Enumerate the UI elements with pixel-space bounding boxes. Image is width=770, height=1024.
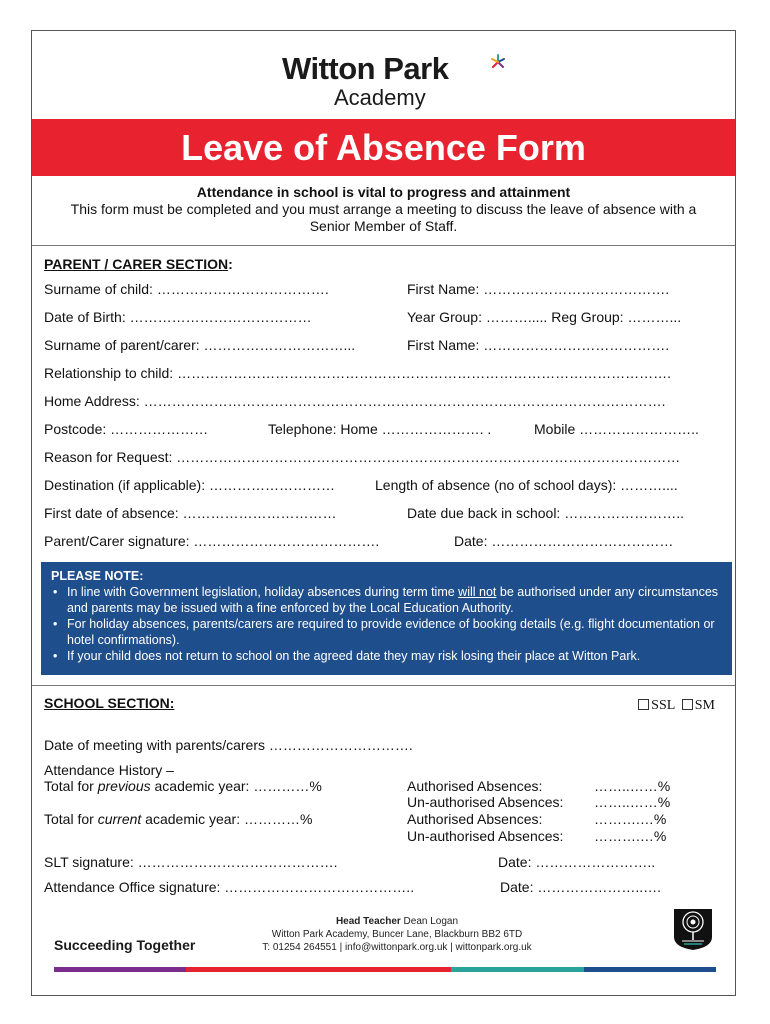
surname-child-field[interactable]: Surname of child: ………………………………. [44,281,329,297]
dob-field[interactable]: Date of Birth: ………………………………… [44,309,312,325]
note-item-legislation: • In line with Government legislation, holiday absences during term time will not be authorised under any circumstances and parents may be issued with a fine enforced by the Local Education Authority. [51,584,724,616]
parent-date-field[interactable]: Date: ………………………………… [454,533,674,549]
reason-field[interactable]: Reason for Request: ……………………………………………………………………………………………… [44,449,681,465]
divider [32,685,735,686]
contact-line: T: 01254 264551 | info@wittonpark.org.uk | wittonpark.org.uk [262,942,532,953]
address-line: Witton Park Academy, Buncer Lane, Blackburn BB2 6TD [271,929,523,940]
meeting-date-field[interactable]: Date of meeting with parents/carers …………………………. [44,737,413,753]
footer-slogan: Succeeding Together [54,937,196,953]
head-teacher-line: Head Teacher Dean Logan [335,916,459,927]
divider [32,245,735,246]
total-previous-field[interactable]: Total for previous academic year: …………% [44,778,322,794]
unauthorised-label-prev: Un-authorised Absences: [407,794,564,810]
sm-label: SM [694,698,715,713]
first-date-field[interactable]: First date of absence: …………………………… [44,505,337,521]
authorised-value-curr[interactable]: ……….…% [594,811,667,827]
footer-color-stripes [54,967,716,972]
sm-checkbox[interactable] [682,699,693,710]
school-logo [282,51,512,111]
stripe [319,967,451,972]
note-item-evidence: • For holiday absences, parents/carers are required to provide evidence of booking details (e.g. flight documentation or hotel confirmations). [51,616,724,648]
slt-signature-field[interactable]: SLT signature: ……………………………………. [44,854,338,870]
ssl-label: SSL [651,698,675,713]
first-name-parent-field[interactable]: First Name: …………………………………. [407,337,670,353]
unauthorised-label-curr: Un-authorised Absences: [407,828,564,844]
authorised-label-prev: Authorised Absences: [407,778,543,794]
length-absence-field[interactable]: Length of absence (no of school days): ……….... [375,477,678,493]
ssl-checkbox[interactable] [638,699,649,710]
telephone-home-field[interactable]: Telephone: Home …………………. . [268,421,492,437]
form-page [31,30,736,996]
unauthorised-value-prev[interactable]: ……..……% [594,794,671,810]
date-due-back-field[interactable]: Date due back in school: …………………….. [407,505,684,521]
mobile-field[interactable]: Mobile …………………….. [534,421,699,437]
footer-contact [232,915,562,954]
stripe [451,967,583,972]
logo-sub-text: Academy [334,85,426,110]
intro-heading: Attendance in school is vital to progress and attainment [196,184,571,200]
relationship-field[interactable]: Relationship to child: ……………………………………………………………………………………………. [44,365,671,381]
ssl-sm-checkboxes [638,698,715,714]
office-signature-field[interactable]: Attendance Office signature: ………………………………….. [44,879,415,895]
tree-crest-icon [672,907,714,951]
stripe [584,967,716,972]
first-name-child-field[interactable]: First Name: …………………………………. [407,281,670,297]
intro-block [32,184,735,235]
unauthorised-value-curr[interactable]: ……….…% [594,828,667,844]
home-address-field[interactable]: Home Address: …………………………………………………………………………………………………. [44,393,666,409]
slt-date-field[interactable]: Date: …………………….. [498,854,656,870]
postcode-field[interactable]: Postcode: ………………… [44,421,209,437]
total-current-field[interactable]: Total for current academic year: …………% [44,811,313,827]
intro-text: This form must be completed and you must arrange a meeting to discuss the leave of absence with a Senior Member of Staff. [70,201,697,234]
office-date-field[interactable]: Date: …………………..…. [500,879,662,895]
logo-main-text: Witton Park [282,51,449,86]
destination-field[interactable]: Destination (if applicable): ……………………… [44,477,335,493]
school-section-title: SCHOOL SECTION: [44,695,175,711]
surname-parent-field[interactable]: Surname of parent/carer: …………………………... [44,337,356,353]
note-item-return: • If your child does not return to school on the agreed date they may risk losing their place at Witton Park. [51,648,724,664]
note-list [51,584,724,664]
star-icon [489,53,507,71]
year-reg-group-field[interactable]: Year Group: ………..... Reg Group: ………... [407,309,682,325]
parent-section-title: PARENT / CARER SECTION: [44,256,233,272]
authorised-value-prev[interactable]: ……..……% [594,778,671,794]
please-note-box [41,562,732,675]
parent-signature-field[interactable]: Parent/Carer signature: …………………………………. [44,533,380,549]
note-title: PLEASE NOTE: [51,569,144,583]
authorised-label-curr: Authorised Absences: [407,811,543,827]
stripe [54,967,186,972]
stripe [186,967,318,972]
form-title-banner: Leave of Absence Form [32,119,735,176]
attendance-history-label: Attendance History – [44,762,174,778]
